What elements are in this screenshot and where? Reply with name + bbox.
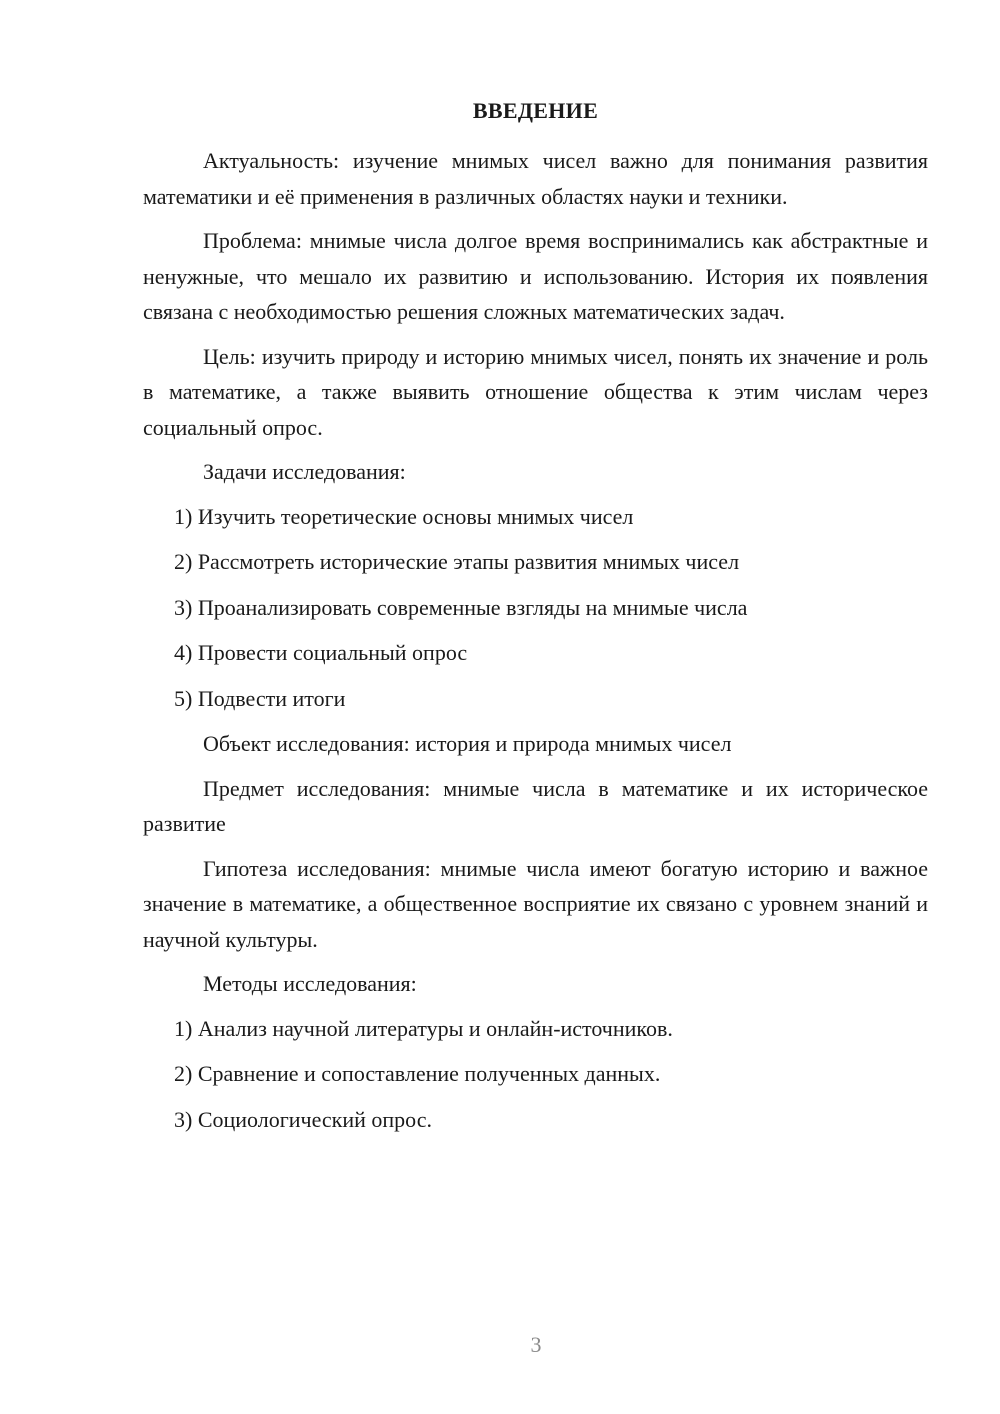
paragraph-subject: Предмет исследования: мнимые числа в математике и их историческое развитие: [143, 775, 928, 836]
list-item: 3) Проанализировать современные взгляды на мнимые числа: [174, 594, 748, 620]
paragraph-object: Объект исследования: история и природа мнимых чисел: [203, 731, 732, 756]
list-item: 1) Анализ научной литературы и онлайн-источников.: [174, 1015, 673, 1041]
tasks-heading: Задачи исследования:: [203, 459, 406, 484]
page-title: ВВЕДЕНИЕ: [472, 98, 599, 123]
paragraph-hypothesis: Гипотеза исследования: мнимые числа имеют богатую историю и важное значение в математике, а общественное восприятие их связано с уровнем знаний и научной культуры.: [143, 855, 928, 952]
tasks-list: [143, 499, 928, 717]
methods-list: [143, 1011, 928, 1138]
methods-heading: Методы исследования:: [203, 971, 417, 996]
list-item: 2) Рассмотреть исторические этапы развития мнимых чисел: [174, 549, 740, 574]
document-body: [143, 143, 928, 1147]
list-item: 4) Провести социальный опрос: [174, 640, 468, 665]
paragraph-problem: Проблема: мнимые числа долгое время воспринимались как абстрактные и ненужные, что мешало их развитию и использованию. История их появления связана с необходимостью решения сложных математических задач.: [143, 228, 928, 324]
paragraph-goal: Цель: изучить природу и историю мнимых чисел, понять их значение и роль в математике, а также выявить отношение общества к этим числам через социальный опрос.: [143, 343, 928, 440]
list-item: 3) Социологический опрос.: [174, 1106, 432, 1132]
list-item: 2) Сравнение и сопоставление полученных данных.: [174, 1061, 661, 1086]
page-number: 3: [530, 1332, 542, 1357]
list-item: 1) Изучить теоретические основы мнимых чисел: [174, 503, 634, 529]
paragraph-relevance: Актуальность: изучение мнимых чисел важно для понимания развития математики и её применения в различных областях науки и техники.: [143, 148, 928, 209]
list-item: 5) Подвести итоги: [174, 685, 346, 711]
